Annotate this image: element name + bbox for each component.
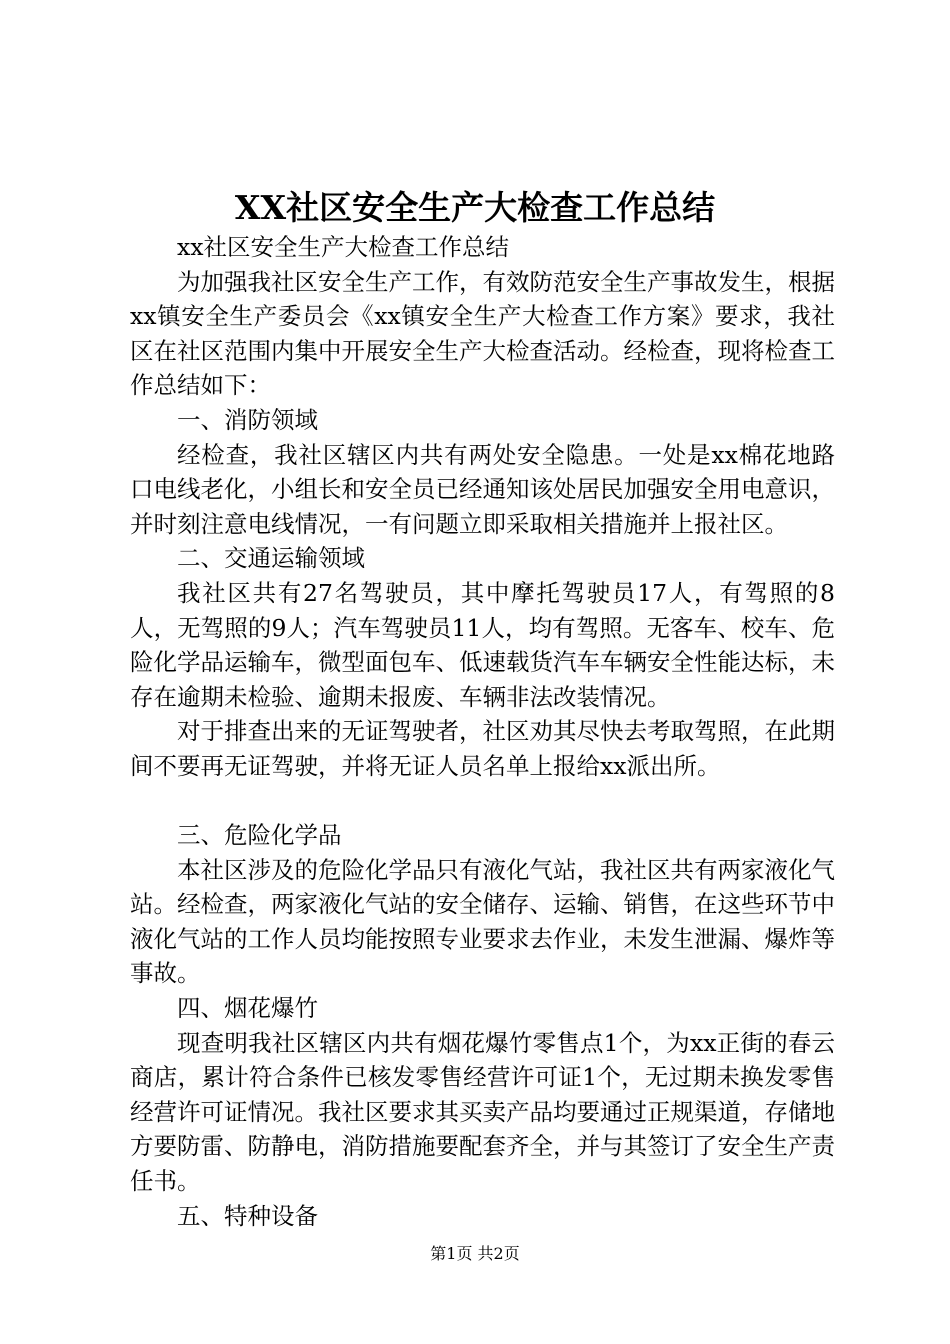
document-title: XX社区安全生产大检查工作总结 [234, 188, 716, 227]
section-heading-fire: 一、消防领域 [177, 405, 318, 434]
page-number-footer: 第1页 共2页 [430, 1244, 520, 1263]
intro-paragraph: 为加强我社区安全生产工作，有效防范安全生产事故发生，根据xx镇安全生产委员会《xx镇安全生产大检查工作方案》要求，我社区在社区范围内集中开展安全生产大检查活动。经检查，现将检查工作总结如下： [130, 267, 835, 400]
traffic-paragraph: 我社区共有27名驾驶员，其中摩托驾驶员17人，有驾照的8人，无驾照的9人；汽车驾驶员11人，均有驾照。无客车、校车、危险化学品运输车，微型面包车、低速载货汽车车辆安全性能达标，未存在逾期未检验、逾期未报废、车辆非法改装情况。 [130, 578, 835, 711]
document-body [130, 230, 835, 1233]
section-heading-traffic: 二、交通运输领域 [177, 544, 365, 573]
section-heading-special-equipment: 五、特种设备 [177, 1201, 318, 1230]
chemicals-paragraph: 本社区涉及的危险化学品只有液化气站，我社区共有两家液化气站。经检查，两家液化气站的安全储存、运输、销售，在这些环节中液化气站的工作人员均能按照专业要求去作业，未发生泄漏、爆炸等事故。 [130, 855, 835, 988]
section-heading-chemicals: 三、危险化学品 [177, 821, 342, 850]
fire-paragraph: 经检查，我社区辖区内共有两处安全隐患。一处是xx棉花地路口电线老化，小组长和安全员已经通知该处居民加强安全用电意识，并时刻注意电线情况，一有问题立即采取相关措施并上报社区。 [130, 440, 835, 538]
subtitle-paragraph: xx社区安全生产大检查工作总结 [177, 233, 510, 261]
fireworks-paragraph: 现查明我社区辖区内共有烟花爆竹零售点1个，为xx正街的春云商店，累计符合条件已核发零售经营许可证1个，无过期未换发零售经营许可证情况。我社区要求其买卖产品均要通过正规渠道，存储地方要防雷、防静电，消防措施要配套齐全，并与其签订了安全生产责任书。 [130, 1028, 835, 1196]
section-heading-fireworks: 四、烟花爆竹 [177, 994, 318, 1023]
traffic-followup-paragraph: 对于排查出来的无证驾驶者，社区劝其尽快去考取驾照，在此期间不要再无证驾驶，并将无证人员名单上报给xx派出所。 [130, 717, 835, 780]
